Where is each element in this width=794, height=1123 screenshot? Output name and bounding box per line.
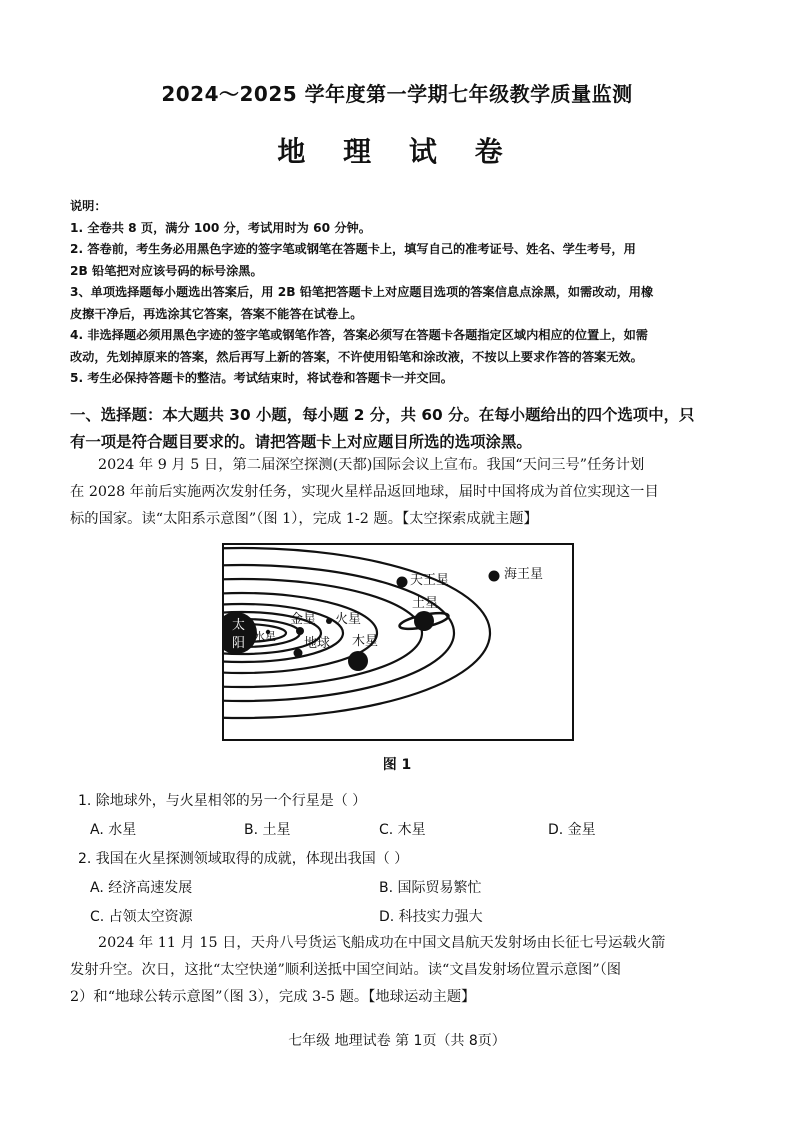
uranus-icon [397,577,408,588]
instruction-line: 3、单项选择题每小题选出答案后，用 2B 铅笔把答题卡上对应题目选项的答案信息点涂黑，如需改动，用橡 [70,285,654,299]
instructions [70,196,730,390]
saturn-icon [414,611,434,631]
earth-label: 地球 [304,636,331,651]
section-heading-line: 一、选择题：本大题共 30 小题，每小题 2 分，共 60 分。在每小题给出的四个选项中，只 [70,406,695,424]
passage-line: 发射升空。次日，这批“太空快递”顺利送抵中国空间站。读“文昌发射场位置示意图”（图 [70,962,622,978]
neptune-icon [489,571,500,582]
passage-line: 2024 年 11 月 15 日，天舟八号货运飞船成功在中国文昌航天发射场由长征七号运载火箭 [98,935,666,951]
neptune-label: 海王星 [504,567,544,582]
q2-option-c: C. 占领太空资源 [90,909,193,925]
instruction-line: 2B 铅笔把对应该号码的标号涂黑。 [70,263,263,278]
reading-passage [70,930,732,1011]
earth-icon [294,649,303,658]
section-heading-line: 有一项是符合题目要求的。请把答题卡上对应题目所选的选项涂黑。 [70,433,532,451]
instruction-line: 改动，先划掉原来的答案，然后再写上新的答案，不许使用铅笔和涂改液，不按以上要求作答的答案无效。 [70,349,643,364]
jupiter-label: 木星 [352,634,379,649]
mercury-label: 水星 [254,630,276,643]
q2-option-a: A. 经济高速发展 [90,880,193,896]
passage-line: 2024 年 9 月 5 日，第二届深空探测(天都)国际会议上宣布。我国“天问三号”任务计划 [98,457,645,473]
question-1: 1. 除地球外，与火星相邻的另一个行星是（ ） [78,793,367,809]
figure-caption: 图 1 [382,757,412,773]
passage-line: 标的国家。读“太阳系示意图”（图 1），完成 1-2 题。【太空探索成就主题】 [70,511,538,527]
uranus-label: 天王星 [410,573,450,588]
q1-option-c: C. 木星 [379,822,426,838]
q1-option-a: A. 水星 [90,822,137,838]
mars-icon [326,618,332,624]
mars-label: 火星 [335,612,362,627]
instruction-line: 皮擦干净后，再选涂其它答案，答案不能答在试卷上。 [70,306,363,321]
instructions-heading: 说明： [70,199,107,213]
sun-label: 阳 [232,636,246,651]
instruction-line: 4. 非选择题必须用黑色字迹的签字笔或钢笔作答，答案必须写在答题卡各题指定区域内相应的位置上，如需 [70,328,648,342]
reading-passage [70,452,732,533]
saturn-label: 土星 [412,596,439,611]
exam-subtitle: 2024～2025 学年度第一学期七年级教学质量监测 [161,82,633,106]
section-heading [70,402,732,456]
sun-label: 太 [232,618,246,633]
solar-system-diagram [222,543,574,741]
q2-option-d: D. 科技实力强大 [379,909,483,925]
passage-line: 2）和“地球公转示意图”（图 3），完成 3-5 题。【地球运动主题】 [70,989,476,1005]
question-2: 2. 我国在火星探测领域取得的成就，体现出我国（ ） [78,851,409,867]
jupiter-icon [348,651,368,671]
q2-option-b: B. 国际贸易繁忙 [379,880,482,896]
page-footer: 七年级 地理试卷 第 1页（共 8页） [288,1033,506,1049]
instruction-line: 2. 答卷前，考生务必用黑色字迹的签字笔或钢笔在答题卡上，填写自己的准考证号、姓名、学生考号，用 [70,242,636,256]
instruction-line: 1. 全卷共 8 页，满分 100 分，考试用时为 60 分钟。 [70,220,371,235]
q1-option-b: B. 土星 [244,822,291,838]
venus-label: 金星 [290,612,317,627]
passage-line: 在 2028 年前后实施两次发射任务，实现火星样品返回地球，届时中国将成为首位实现这一目 [70,484,659,500]
venus-icon [296,627,304,635]
q1-option-d: D. 金星 [548,822,596,838]
instruction-line: 5. 考生必保持答题卡的整洁。考试结束时，将试卷和答题卡一并交回。 [70,371,453,385]
exam-title: 地 理 试 卷 [277,135,517,168]
